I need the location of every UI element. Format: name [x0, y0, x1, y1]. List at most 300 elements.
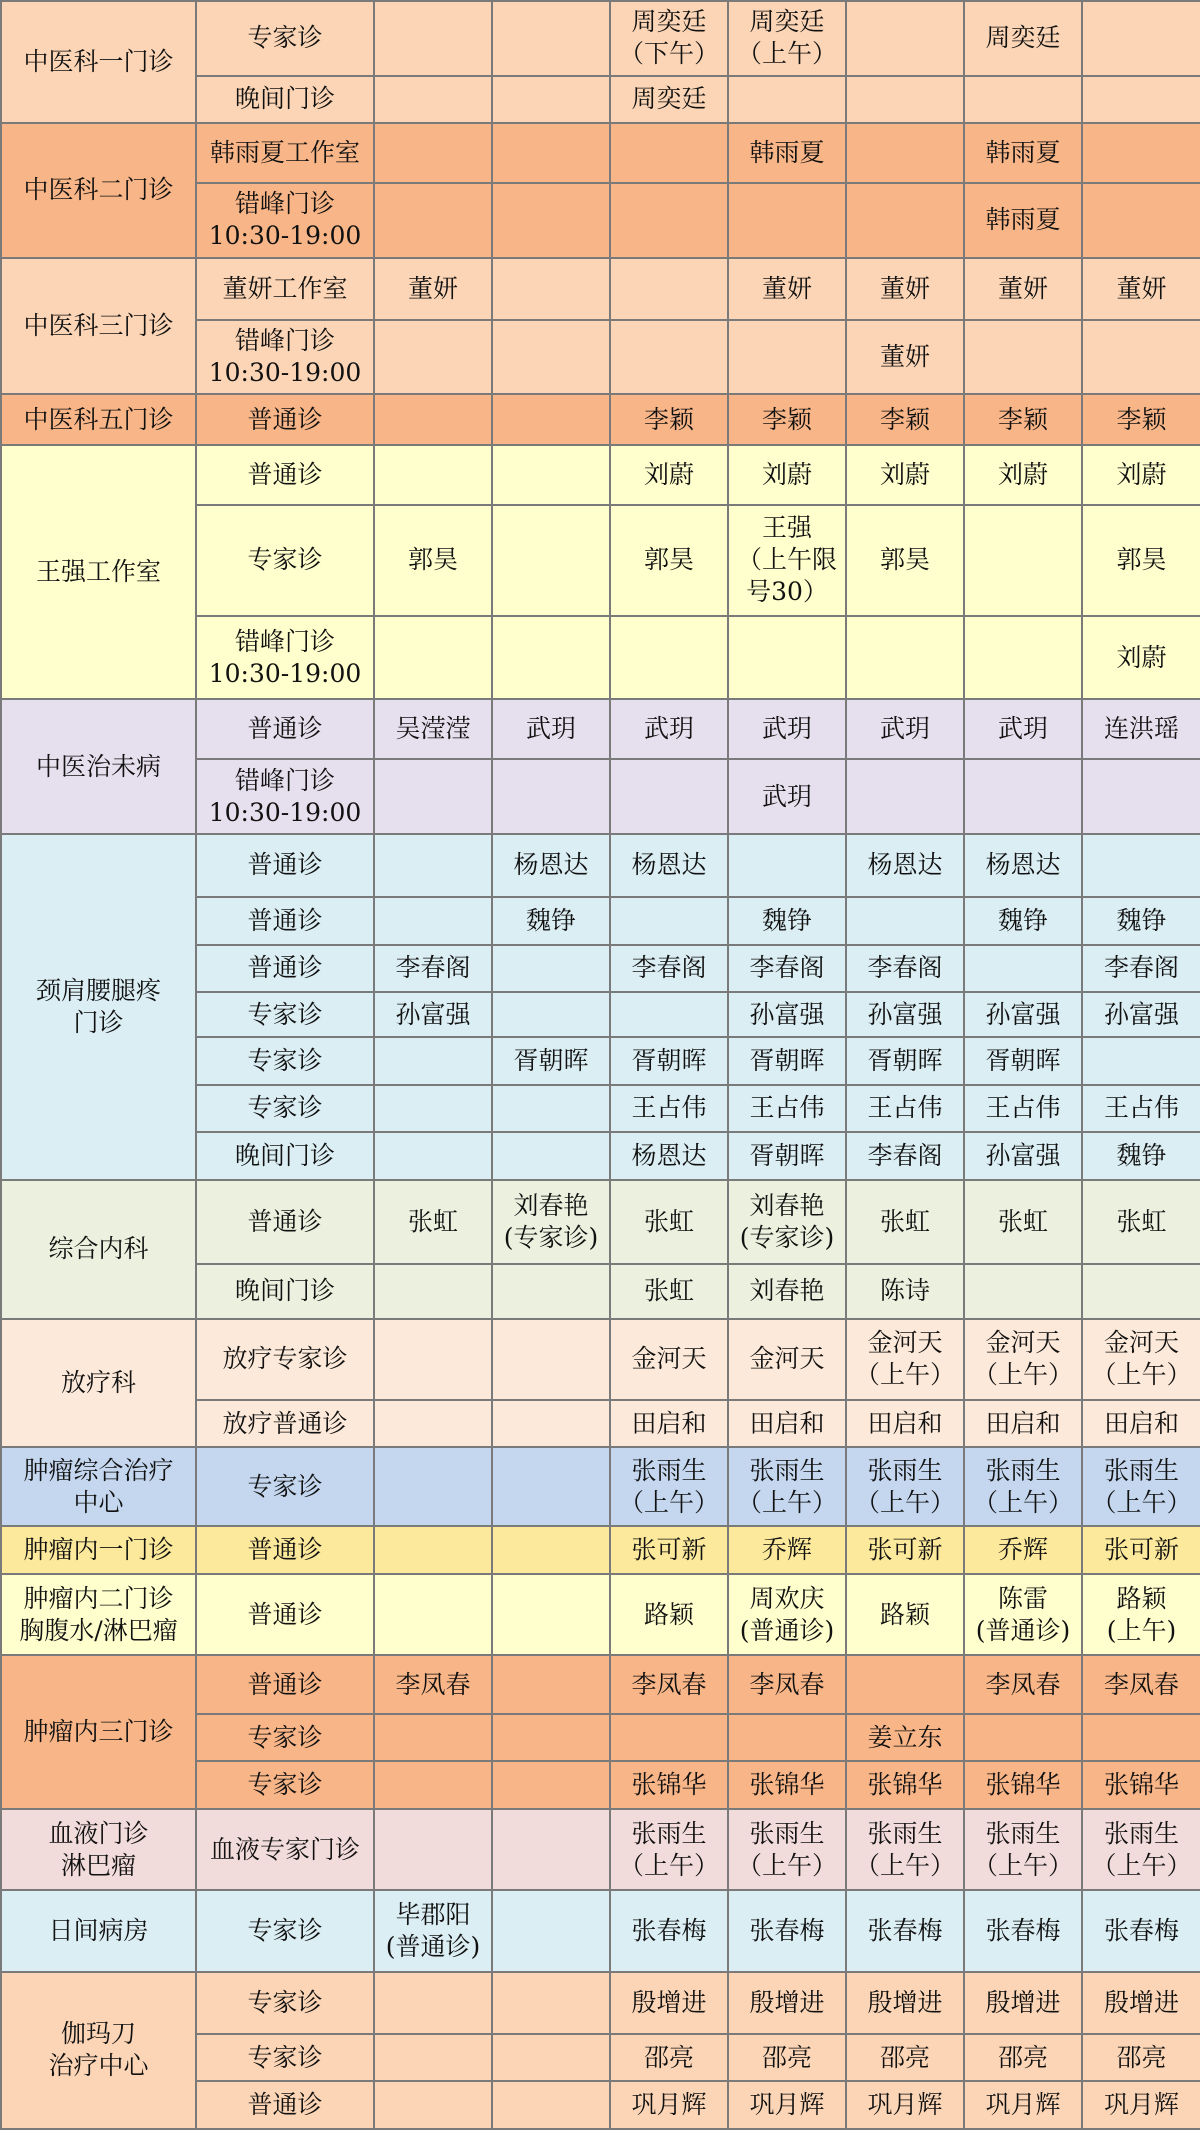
department-name	[1, 1319, 196, 1448]
doctor-cell	[846, 1180, 964, 1265]
doctor-cell-line: 李春阁	[1103, 953, 1179, 983]
schedule-body	[1, 1, 1200, 2129]
department-name-line: 淋巴瘤	[60, 1850, 136, 1880]
doctor-cell	[728, 1890, 846, 1971]
clinic-type-line: 错峰门诊	[234, 765, 335, 795]
clinic-type	[196, 2034, 374, 2081]
doctor-cell	[1082, 123, 1200, 183]
doctor-cell-line: （上午）	[1091, 1850, 1192, 1880]
clinic-type-line: 错峰门诊	[234, 626, 335, 656]
clinic-type-line: 晚间门诊	[234, 84, 335, 114]
doctor-cell-line: 邵亮	[1116, 2042, 1167, 2072]
doctor-cell	[728, 699, 846, 759]
schedule-row	[1, 1809, 1200, 1890]
clinic-type-line: 10:30-19:00	[208, 221, 362, 251]
doctor-cell	[728, 1319, 846, 1400]
doctor-cell	[610, 258, 728, 320]
clinic-type-line: 错峰门诊	[234, 325, 335, 355]
doctor-cell-line: (专家诊)	[739, 1222, 835, 1252]
doctor-cell-line: 张雨生	[631, 1455, 707, 1485]
department-name-line: 中医科五门诊	[23, 404, 174, 434]
doctor-cell	[728, 759, 846, 834]
doctor-cell-line: 李凤春	[395, 1669, 471, 1699]
doctor-cell-line: 张春梅	[985, 1915, 1061, 1945]
doctor-cell-line: 田启和	[631, 1408, 707, 1438]
department-name	[1, 1809, 196, 1890]
clinic-type	[196, 1655, 374, 1714]
schedule-row	[1, 1180, 1200, 1265]
doctor-cell	[492, 1574, 610, 1655]
doctor-cell	[492, 320, 610, 395]
doctor-cell	[728, 1132, 846, 1179]
doctor-cell	[374, 1037, 492, 1084]
doctor-cell	[610, 759, 728, 834]
doctor-cell	[846, 897, 964, 944]
doctor-cell-line: 王强	[761, 513, 812, 543]
doctor-cell-line: 张虹	[643, 1206, 694, 1236]
clinic-type-line: 普通诊	[247, 404, 323, 434]
doctor-cell	[492, 1809, 610, 1890]
doctor-cell	[610, 1400, 728, 1447]
doctor-cell	[1082, 1447, 1200, 1526]
doctor-cell	[964, 1809, 1082, 1890]
doctor-cell	[728, 616, 846, 700]
clinic-type	[196, 394, 374, 445]
clinic-type	[196, 1761, 374, 1808]
doctor-cell-line: 武玥	[997, 714, 1048, 744]
doctor-cell	[1082, 1574, 1200, 1655]
doctor-cell	[964, 123, 1082, 183]
clinic-type-line: 晚间门诊	[234, 1140, 335, 1170]
doctor-cell	[728, 258, 846, 320]
doctor-cell	[1082, 834, 1200, 897]
doctor-cell	[846, 1085, 964, 1132]
doctor-cell	[1082, 1890, 1200, 1971]
doctor-cell-line: 刘蔚	[643, 460, 694, 489]
doctor-cell	[964, 258, 1082, 320]
doctor-cell	[728, 1037, 846, 1084]
doctor-cell	[1082, 2081, 1200, 2129]
doctor-cell	[610, 1, 728, 76]
doctor-cell	[846, 1526, 964, 1573]
doctor-cell-line: 张春梅	[1103, 1915, 1179, 1945]
doctor-cell	[1082, 1972, 1200, 2034]
doctor-cell	[492, 123, 610, 183]
doctor-cell	[610, 394, 728, 445]
doctor-cell	[1082, 1085, 1200, 1132]
doctor-cell-line: 周欢庆	[749, 1583, 825, 1613]
doctor-cell	[846, 945, 964, 992]
doctor-cell-line: 李春阁	[395, 953, 471, 983]
doctor-cell-line: 周奕廷	[749, 7, 825, 37]
doctor-cell	[1082, 897, 1200, 944]
doctor-cell-line: 李春阁	[867, 953, 943, 983]
doctor-cell-line: 田启和	[1103, 1408, 1179, 1438]
doctor-cell	[728, 1264, 846, 1318]
doctor-cell	[610, 1264, 728, 1318]
clinic-type	[196, 1447, 374, 1526]
doctor-cell-line: 张雨生	[1103, 1455, 1179, 1485]
schedule-row	[1, 1972, 1200, 2034]
doctor-cell-line: 魏铮	[525, 905, 576, 935]
department-name	[1, 1655, 196, 1809]
doctor-cell-line: 李春阁	[631, 953, 707, 983]
doctor-cell	[374, 1085, 492, 1132]
doctor-cell	[846, 1400, 964, 1447]
doctor-cell	[1082, 1264, 1200, 1318]
department-name-line: 肿瘤综合治疗	[23, 1455, 174, 1485]
schedule-row	[1, 123, 1200, 183]
doctor-cell	[374, 320, 492, 395]
doctor-cell	[1082, 1714, 1200, 1761]
doctor-cell-line: 董妍	[761, 273, 812, 303]
clinic-type	[196, 1264, 374, 1318]
doctor-cell-line: （下午）	[618, 39, 719, 69]
doctor-cell	[964, 1180, 1082, 1265]
doctor-cell	[846, 616, 964, 700]
clinic-type-line: 专家诊	[247, 1045, 323, 1075]
doctor-cell-line: 张可新	[631, 1535, 707, 1565]
doctor-cell	[1082, 445, 1200, 505]
doctor-cell	[728, 1655, 846, 1714]
doctor-cell	[1082, 1, 1200, 76]
doctor-cell-line: 巩月辉	[749, 2090, 825, 2120]
doctor-cell	[610, 1714, 728, 1761]
doctor-cell	[964, 76, 1082, 123]
clinic-type-line: 专家诊	[247, 23, 323, 53]
doctor-cell-line: 李凤春	[1103, 1669, 1179, 1699]
doctor-cell	[1082, 1761, 1200, 1808]
department-name	[1, 258, 196, 395]
clinic-type-line: 专家诊	[247, 2042, 323, 2072]
doctor-cell-line: （上午限	[736, 545, 837, 575]
doctor-cell	[374, 1809, 492, 1890]
doctor-cell-line: 姜立东	[867, 1722, 943, 1752]
doctor-cell-line: 李凤春	[985, 1669, 1061, 1699]
doctor-cell-line: 杨恩达	[631, 850, 707, 880]
department-name-line: 日间病房	[48, 1915, 149, 1945]
clinic-type	[196, 1809, 374, 1890]
clinic-type-line: 错峰门诊	[234, 189, 335, 219]
doctor-cell	[1082, 320, 1200, 395]
doctor-cell-line: 胥朝晖	[631, 1045, 707, 1075]
doctor-cell	[1082, 1655, 1200, 1714]
doctor-cell	[846, 445, 964, 505]
doctor-cell	[492, 1085, 610, 1132]
doctor-cell	[964, 445, 1082, 505]
doctor-cell	[492, 1, 610, 76]
doctor-cell	[492, 897, 610, 944]
doctor-cell	[610, 505, 728, 616]
doctor-cell-line: 李颖	[761, 404, 812, 434]
clinic-type	[196, 1, 374, 76]
clinic-type	[196, 258, 374, 320]
doctor-cell	[1082, 258, 1200, 320]
doctor-cell	[728, 1085, 846, 1132]
doctor-cell-line: 乔辉	[761, 1535, 812, 1565]
doctor-cell	[728, 1714, 846, 1761]
doctor-cell-line: 路颖	[879, 1599, 930, 1629]
doctor-cell	[964, 183, 1082, 258]
doctor-cell-line: 武玥	[879, 714, 930, 744]
doctor-cell	[374, 759, 492, 834]
doctor-cell	[374, 1761, 492, 1808]
doctor-cell-line: 金河天	[749, 1344, 825, 1374]
doctor-cell	[492, 699, 610, 759]
clinic-type	[196, 992, 374, 1037]
schedule-row	[1, 258, 1200, 320]
doctor-cell	[610, 320, 728, 395]
doctor-cell-line: 路颖	[1116, 1583, 1167, 1613]
doctor-cell-line: 张雨生	[749, 1455, 825, 1485]
schedule-row	[1, 1526, 1200, 1573]
doctor-cell-line: 王占伟	[749, 1093, 825, 1123]
doctor-cell	[374, 1400, 492, 1447]
doctor-cell	[846, 1574, 964, 1655]
doctor-cell	[374, 834, 492, 897]
doctor-cell-line: 李春阁	[867, 1140, 943, 1170]
doctor-cell	[846, 759, 964, 834]
doctor-cell-line: （上午）	[1091, 1360, 1192, 1390]
doctor-cell	[610, 1972, 728, 2034]
doctor-cell	[964, 1, 1082, 76]
department-name	[1, 1526, 196, 1573]
doctor-cell	[846, 2081, 964, 2129]
doctor-cell-line: 李颖	[997, 404, 1048, 434]
clinic-type-line: 放疗专家诊	[222, 1344, 348, 1374]
clinic-type	[196, 1526, 374, 1573]
doctor-cell-line: 王占伟	[867, 1093, 943, 1123]
doctor-cell	[964, 1264, 1082, 1318]
department-name	[1, 394, 196, 445]
doctor-cell-line: 周奕廷	[631, 7, 707, 37]
department-name-line: 中医治未病	[35, 751, 161, 781]
doctor-cell	[374, 1, 492, 76]
department-name	[1, 1180, 196, 1319]
doctor-cell	[492, 759, 610, 834]
doctor-cell-line: 张春梅	[631, 1915, 707, 1945]
schedule-row	[1, 1655, 1200, 1714]
doctor-cell	[374, 183, 492, 258]
doctor-cell	[846, 183, 964, 258]
doctor-cell-line: 张虹	[407, 1206, 458, 1236]
department-name	[1, 1890, 196, 1971]
doctor-cell-line: 魏铮	[1116, 905, 1167, 935]
doctor-cell	[964, 1319, 1082, 1400]
doctor-cell-line: 金河天	[985, 1328, 1061, 1358]
doctor-cell-line: 王占伟	[985, 1093, 1061, 1123]
doctor-cell	[728, 1761, 846, 1808]
doctor-cell-line: 田启和	[749, 1408, 825, 1438]
doctor-cell-line: 孙富强	[1103, 999, 1179, 1029]
doctor-cell-line: 杨恩达	[985, 850, 1061, 880]
clinic-type-line: 专家诊	[247, 1770, 323, 1800]
doctor-cell	[964, 834, 1082, 897]
doctor-cell	[492, 1890, 610, 1971]
doctor-cell-line: 李春阁	[749, 953, 825, 983]
doctor-cell-line: 张锦华	[1103, 1770, 1179, 1800]
doctor-cell-line: 魏铮	[997, 905, 1048, 935]
doctor-cell	[728, 1526, 846, 1573]
doctor-cell	[610, 897, 728, 944]
doctor-cell-line: 毕郡阳	[395, 1899, 471, 1929]
doctor-cell	[374, 1264, 492, 1318]
clinic-type-line: 韩雨夏工作室	[209, 137, 360, 167]
doctor-cell	[964, 1761, 1082, 1808]
doctor-cell-line: 殷增进	[631, 1987, 707, 2017]
doctor-cell	[964, 2081, 1082, 2129]
doctor-cell	[846, 2034, 964, 2081]
doctor-cell	[728, 76, 846, 123]
doctor-cell-line: 郭昊	[643, 545, 694, 575]
department-name-line: 血液门诊	[48, 1818, 149, 1848]
clinic-type	[196, 1037, 374, 1084]
doctor-cell	[964, 2034, 1082, 2081]
clinic-type	[196, 505, 374, 616]
doctor-cell	[846, 1037, 964, 1084]
doctor-cell-line: 韩雨夏	[985, 205, 1061, 235]
doctor-cell	[964, 1655, 1082, 1714]
doctor-cell	[374, 1890, 492, 1971]
doctor-cell	[728, 183, 846, 258]
doctor-cell-line: 郭昊	[879, 545, 930, 575]
doctor-cell-line: 金河天	[1103, 1328, 1179, 1358]
department-name-line: 治疗中心	[48, 2051, 149, 2081]
schedule-row	[1, 699, 1200, 759]
schedule-row	[1, 1447, 1200, 1526]
doctor-cell	[1082, 2034, 1200, 2081]
department-name-line: 综合内科	[48, 1234, 149, 1264]
doctor-cell	[492, 505, 610, 616]
doctor-cell	[610, 445, 728, 505]
doctor-cell	[492, 1264, 610, 1318]
department-name-line: 放疗科	[60, 1367, 136, 1397]
doctor-cell	[610, 1809, 728, 1890]
clinic-type	[196, 1085, 374, 1132]
doctor-cell-line: （上午）	[854, 1360, 955, 1390]
doctor-cell	[964, 616, 1082, 700]
clinic-type-line: 董妍工作室	[222, 273, 348, 303]
doctor-cell	[610, 1319, 728, 1400]
clinic-type-line: 专家诊	[247, 1093, 323, 1123]
doctor-cell-line: 杨恩达	[631, 1140, 707, 1170]
doctor-cell-line: 张雨生	[1103, 1818, 1179, 1848]
doctor-cell	[846, 505, 964, 616]
clinic-type-line: 专家诊	[247, 1987, 323, 2017]
doctor-cell-line: 张雨生	[867, 1455, 943, 1485]
doctor-cell	[1082, 394, 1200, 445]
doctor-cell	[1082, 505, 1200, 616]
doctor-cell-line: 魏铮	[761, 905, 812, 935]
doctor-cell-line: 邵亮	[761, 2042, 812, 2072]
doctor-cell	[374, 1319, 492, 1400]
clinic-type	[196, 1574, 374, 1655]
department-name	[1, 1, 196, 123]
doctor-cell	[492, 945, 610, 992]
doctor-cell	[492, 1037, 610, 1084]
doctor-cell	[728, 320, 846, 395]
doctor-cell-line: （上午）	[1091, 1487, 1192, 1517]
doctor-cell-line: 董妍	[407, 273, 458, 303]
doctor-cell	[846, 258, 964, 320]
doctor-cell-line: 李凤春	[631, 1669, 707, 1699]
doctor-cell	[1082, 76, 1200, 123]
doctor-cell-line: 李凤春	[749, 1669, 825, 1699]
department-name	[1, 1447, 196, 1526]
doctor-cell-line: 胥朝晖	[985, 1045, 1061, 1075]
clinic-type	[196, 945, 374, 992]
doctor-cell	[492, 76, 610, 123]
clinic-type	[196, 616, 374, 700]
doctor-cell	[492, 992, 610, 1037]
clinic-type-line: 专家诊	[247, 1722, 323, 1752]
doctor-cell	[374, 505, 492, 616]
clinic-type-line: 放疗普通诊	[222, 1408, 348, 1438]
clinic-type-line: 普通诊	[247, 2090, 323, 2120]
doctor-cell	[374, 258, 492, 320]
doctor-cell	[610, 1655, 728, 1714]
doctor-cell	[492, 834, 610, 897]
doctor-cell	[1082, 759, 1200, 834]
doctor-cell-line: (普通诊)	[975, 1615, 1071, 1645]
doctor-cell-line: 巩月辉	[631, 2090, 707, 2120]
doctor-cell	[492, 1972, 610, 2034]
doctor-cell-line: 陈诗	[879, 1276, 930, 1306]
clinic-type	[196, 1180, 374, 1265]
doctor-cell	[728, 834, 846, 897]
doctor-cell	[846, 1, 964, 76]
doctor-cell-line: （上午）	[736, 39, 837, 69]
doctor-cell-line: （上午）	[736, 1487, 837, 1517]
clinic-type-line: 普通诊	[247, 1535, 323, 1565]
doctor-cell	[610, 616, 728, 700]
doctor-cell	[374, 76, 492, 123]
doctor-cell	[492, 1714, 610, 1761]
doctor-cell-line: 田启和	[985, 1408, 1061, 1438]
doctor-cell-line: 孙富强	[395, 999, 471, 1029]
doctor-cell-line: 张可新	[867, 1535, 943, 1565]
clinic-type	[196, 897, 374, 944]
doctor-cell-line: 张雨生	[631, 1818, 707, 1848]
doctor-cell-line: 陈雷	[997, 1583, 1048, 1613]
clinic-type	[196, 123, 374, 183]
department-name-line: 中医科三门诊	[23, 310, 174, 340]
doctor-cell	[492, 258, 610, 320]
doctor-cell-line: 胥朝晖	[749, 1140, 825, 1170]
doctor-cell	[728, 1574, 846, 1655]
department-name	[1, 1972, 196, 2129]
doctor-cell	[964, 1526, 1082, 1573]
doctor-cell	[492, 2081, 610, 2129]
doctor-cell-line: 孙富强	[867, 999, 943, 1029]
doctor-cell	[610, 1085, 728, 1132]
clinic-type	[196, 76, 374, 123]
department-name-line: 伽玛刀	[60, 2019, 136, 2049]
doctor-cell-line: 董妍	[879, 273, 930, 303]
clinic-type	[196, 1890, 374, 1971]
department-name-line: 肿瘤内二门诊	[23, 1583, 174, 1613]
doctor-cell	[1082, 992, 1200, 1037]
doctor-cell-line: （上午）	[736, 1850, 837, 1880]
doctor-cell	[728, 897, 846, 944]
clinic-type	[196, 445, 374, 505]
doctor-cell	[964, 1890, 1082, 1971]
doctor-cell-line: 胥朝晖	[513, 1045, 589, 1075]
doctor-cell	[374, 616, 492, 700]
clinic-type	[196, 1319, 374, 1400]
department-name	[1, 699, 196, 833]
doctor-cell	[846, 1319, 964, 1400]
